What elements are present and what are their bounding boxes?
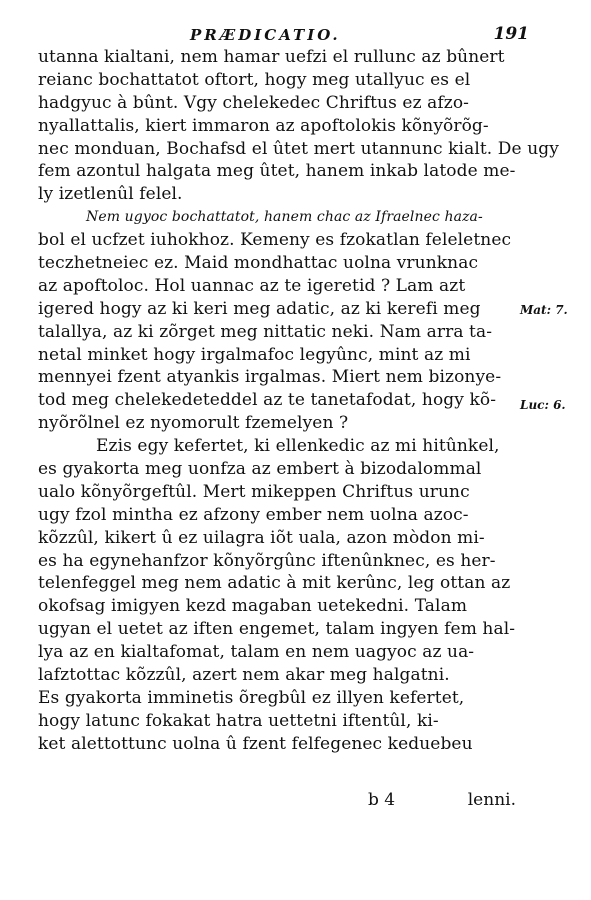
text-line: utanna kialtani, nem hamar uefzi el rullunc az bûnert [38,47,505,67]
text-line: nec monduan, Bochafsd el ûtet mert utannunc kialt. De ugy [38,138,559,159]
text-line: teczhetneiec ez. Maid mondhattac uolna vrunknac [38,253,479,274]
text-line: tod meg chelekedeteddel az te tanetafodat, hogy kõ- [38,390,497,411]
text-line: az apoftoloc. Hol uannac az te igeretid ? Lam azt [38,275,466,296]
running-title: PRÆDICATIO. [190,26,341,44]
text-line: ket alettottunc uolna û fzent felfegenec keduebeu [38,733,473,754]
text-line: okofsag imigyen kezd magaban uetekedni. Talam [38,596,468,617]
text-line: fem azontul halgata meg ûtet, hanem inkab latode me- [38,161,516,182]
text-line: netal minket hogy irgalmafoc legyûnc, mint az mi [38,344,471,365]
catchword: lenni. [467,790,516,810]
text-line: ualo kõnyõrgeftûl. Mert mikeppen Chriftus urunc [38,481,470,502]
text-line: Nem ugyoc bochattatot, hanem chac az Ifraelnec haza- [86,209,483,226]
margin-note-luke: Luc: 6. [520,398,566,412]
text-line: mennyei fzent atyankis irgalmas. Miert nem bizonye- [38,367,502,388]
page-number: 191 [493,24,529,44]
footer-line [38,789,516,812]
text-line: es ha egynehanfzor kõnyõrgûnc iftenûnknec, es her- [38,550,496,571]
margin-note-matthew: Mat: 7. [520,303,568,317]
text-line: nyallattalis, kiert immaron az apoftolokis kõnyõrõg- [38,115,489,136]
text-line: Es gyakorta imminetis õregbûl ez illyen kefertet, [38,687,465,708]
text-line: igered hogy az ki keri meg adatic, az ki kerefi meg [38,298,481,319]
text-line: telenfeggel meg nem adatic à mit kerûnc, leg ottan az [38,573,511,594]
text-line: reianc bochattatot oftort, hogy meg utallyuc es el [38,69,471,90]
text-line: hadgyuc à bûnt. Vgy chelekedec Chriftus ez afzo- [38,92,470,113]
signature-mark: b 4 [368,790,396,810]
text-line: kõzzûl, kikert û ez uilagra iõt uala, azon mòdon mi- [38,527,485,548]
text-line: lafztottac kõzzûl, azert nem akar meg halgatni. [38,665,450,686]
text-line: lya az en kialtafomat, talam en nem uagyoc az ua- [38,642,475,663]
text-line: ugy fzol mintha ez afzony ember nem uolna azoc- [38,504,469,525]
text-line: hogy latunc fokakat hatra uettetni iftentûl, ki- [38,710,439,731]
text-line: es gyakorta meg uonfza az embert à bizodalommal [38,459,482,480]
page-header [0,22,591,48]
text-line: Ezis egy kefertet, ki ellenkedic az mi hitûnkel, [96,436,500,457]
text-line: ly izetlenûl felel. [38,184,183,205]
text-line: nyõrõlnel ez nyomorult fzemelyen ? [38,413,349,434]
text-line: talallya, az ki zõrget meg nittatic neki. Nam arra ta- [38,321,493,342]
text-line: ugyan el uetet az iften engemet, talam ingyen fem hal- [38,619,516,640]
text-line: bol el ucfzet iuhokhoz. Kemeny es fzokatlan feleletnec [38,230,512,251]
